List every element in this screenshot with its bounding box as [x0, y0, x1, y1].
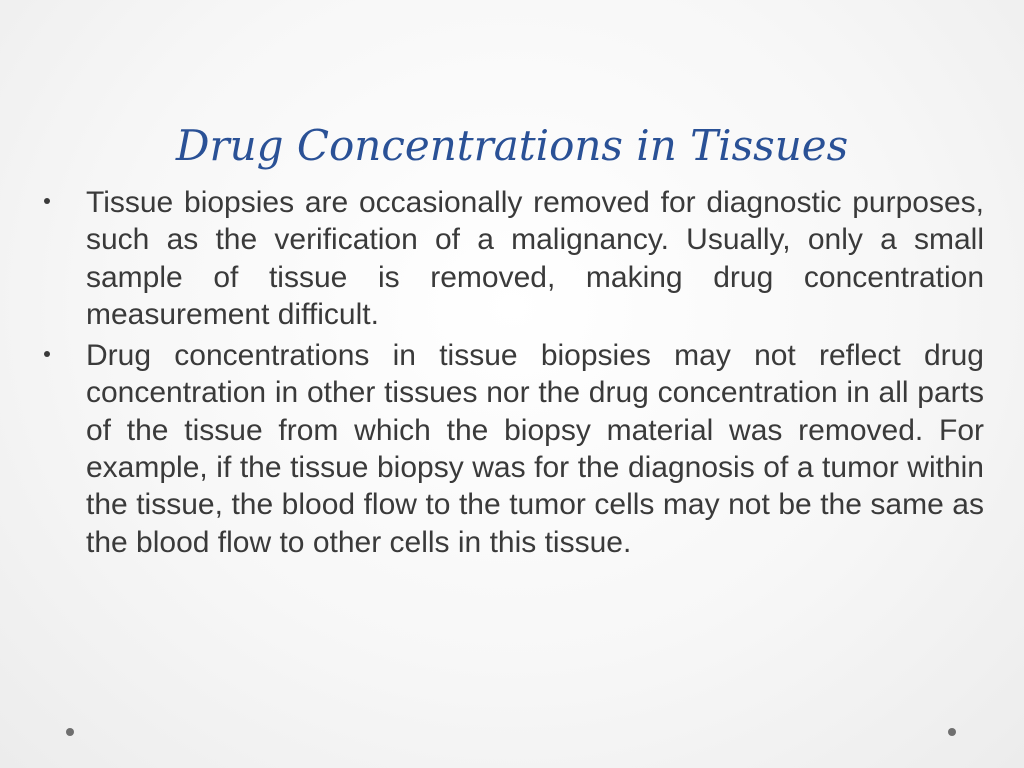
bullet-item [86, 337, 984, 561]
slide-title: Drug Concentrations in Tissues [175, 121, 849, 170]
bullet-text: Tissue biopsies are occasionally removed for diagnostic purposes, such as the verification of a malignancy. Usually, only a small sample of tissue is removed, making drug concentration measurement difficult. [86, 186, 984, 331]
decorative-dot-icon [948, 728, 956, 736]
bullet-icon [44, 351, 50, 357]
bullet-item [86, 184, 984, 333]
bullet-list [86, 184, 984, 565]
bullet-icon [44, 198, 50, 204]
bullet-text: Drug concentrations in tissue biopsies may not reflect drug concentration in other tissues nor the drug concentration in all parts of the tissue from which the biopsy material was removed. For example, if the tissue biopsy was for the diagnosis of a tumor within the tissue, the blood flow to the tumor cells may not be the same as the blood flow to other cells in this tissue. [86, 339, 984, 559]
decorative-dot-icon [66, 728, 74, 736]
